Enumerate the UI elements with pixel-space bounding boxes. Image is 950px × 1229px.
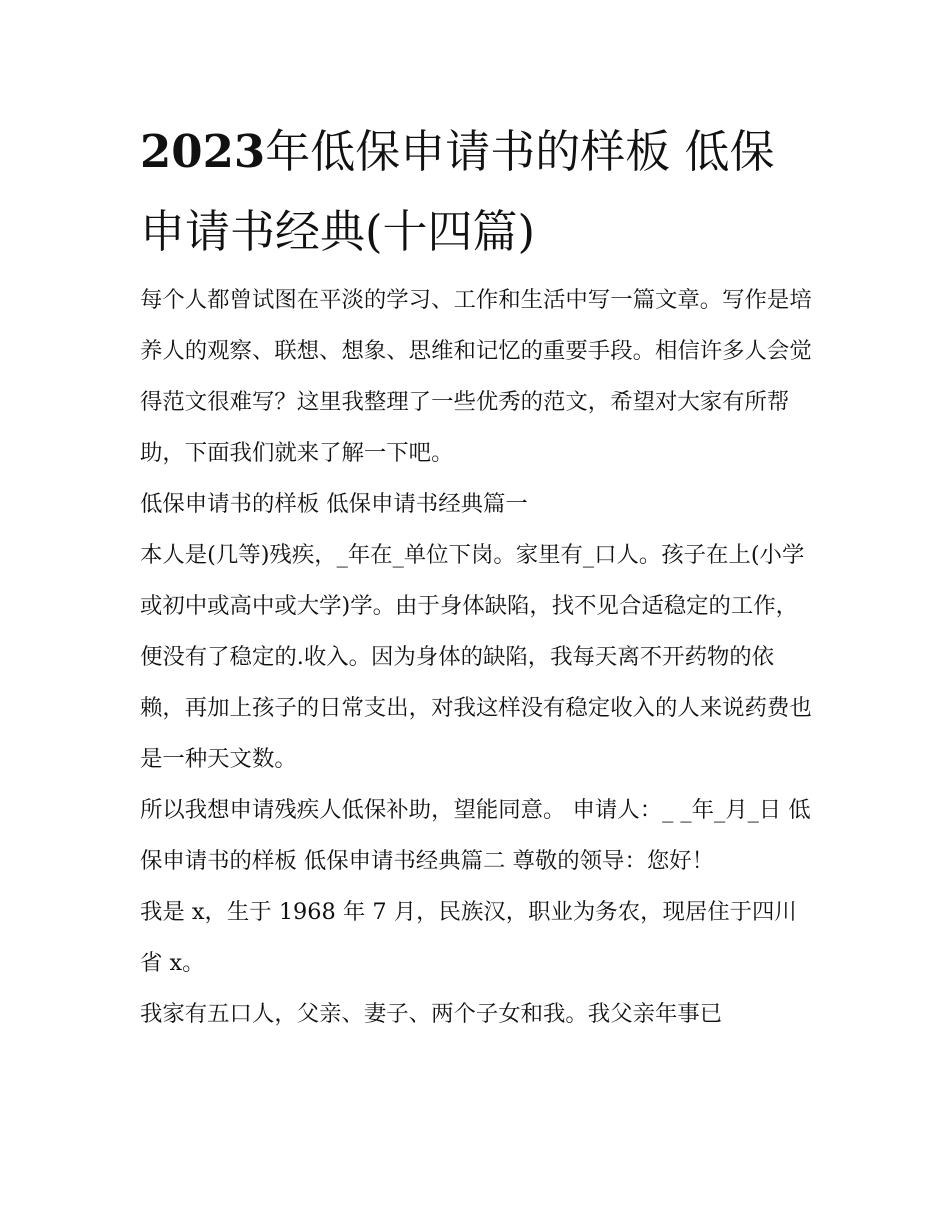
paragraph-application-1: 本人是(几等)残疾，_年在_单位下岗。家里有_口人。孩子在上(小学或初中或高中或大学)学。由于身体缺陷，找不见合适稳定的工作，便没有了稳定的.收入。因为身体的缺陷，我每天离不开药物的依赖，再加上孩子的日常支出，对我这样没有稳定收入的人来说药费也是一种天文数。 bbox=[140, 542, 812, 772]
paragraph-intro: 每个人都曾试图在平淡的学习、工作和生活中写一篇文章。写作是培养人的观察、联想、想象、思维和记忆的重要手段。相信许多人会觉得范文很难写？这里我整理了一些优秀的范文，希望对大家有所帮助，下面我们就来了解一下吧。 bbox=[140, 287, 812, 466]
title-text: 年低保申请书的样板 低保申请书经典(十四篇) bbox=[140, 125, 775, 258]
document-title bbox=[140, 112, 810, 272]
paragraph-family: 我家有五口人，父亲、妻子、两个子女和我。我父亲年事已 bbox=[140, 1001, 723, 1027]
document-body bbox=[140, 275, 812, 1040]
section-heading-1: 低保申请书的样板 低保申请书经典篇一 bbox=[140, 491, 528, 517]
paragraph-application-close: 所以我想申请残疾人低保补助，望能同意。 申请人：_ _年_月_日 低保申请书的样板 低保申请书经典篇二 尊敬的领导：您好！ bbox=[140, 797, 811, 874]
paragraph-applicant-info: 我是 x，生于 1968 年 7 月，民族汉，职业为务农，现居住于四川省 x。 bbox=[140, 899, 797, 976]
title-year: 2023 bbox=[140, 125, 266, 178]
